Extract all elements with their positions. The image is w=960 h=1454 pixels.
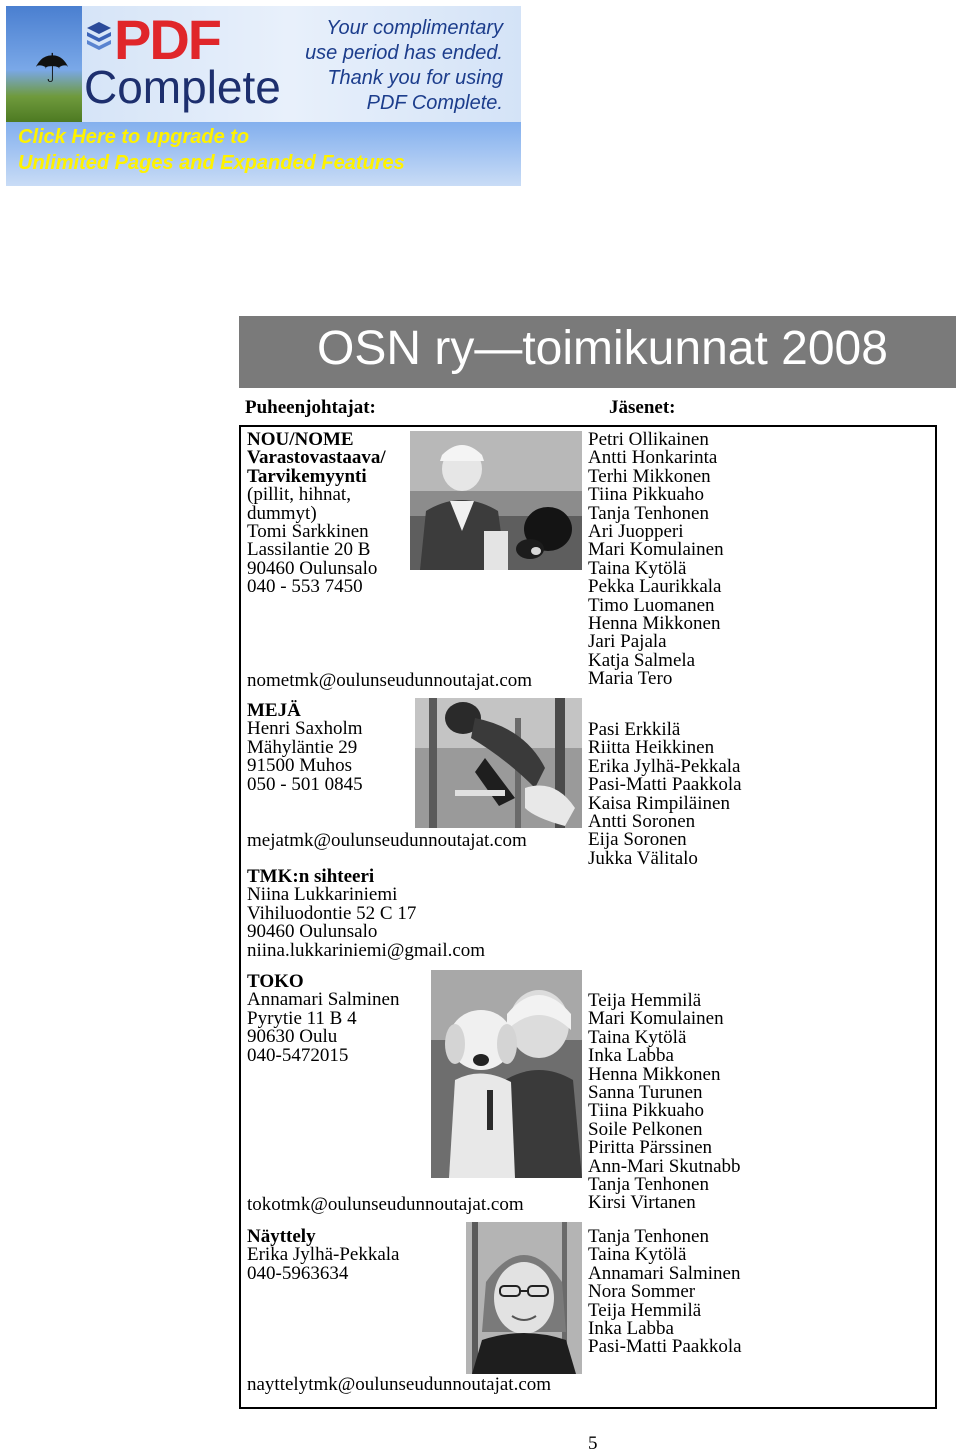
committee-meja-chair xyxy=(247,702,363,794)
photo-meja-chair xyxy=(415,698,582,828)
chair-name: Niina Lukkariniemi xyxy=(247,884,398,906)
page-title: OSN ry—toimikunnat 2008 xyxy=(317,322,888,375)
committee-email[interactable]: nometmk@oulunseudunnoutajat.com xyxy=(247,670,533,691)
member-name: Petri Ollikainen xyxy=(588,429,709,450)
chair-postcode: 90630 Oulu xyxy=(247,1026,338,1048)
member-name: Tanja Tenhonen xyxy=(588,502,709,524)
photo-nome-chair xyxy=(410,431,582,570)
upgrade-link-line[interactable]: Unlimited Pages and Expanded Features xyxy=(18,152,405,174)
member-name: Jukka Välitalo xyxy=(588,847,698,869)
member-name: Erika Jylhä-Pekkala xyxy=(588,755,741,777)
member-name: Ann-Mari Skutnabb xyxy=(588,1155,741,1177)
members-list xyxy=(588,431,724,688)
upgrade-banner[interactable] xyxy=(6,6,521,186)
member-name: Henna Mikkonen xyxy=(588,612,721,634)
chairs-heading: Puheenjohtajat: xyxy=(245,397,376,418)
chair-address: Lassilantie 20 B xyxy=(247,539,371,561)
banner-message-line: use period has ended. xyxy=(305,42,503,64)
members-heading: Jäsenet: xyxy=(609,397,676,418)
member-name: Tanja Tenhonen xyxy=(588,1173,709,1195)
member-name: Maria Tero xyxy=(588,668,673,690)
member-name: Pekka Laurikkala xyxy=(588,576,722,598)
banner-message-line: Your complimentary xyxy=(326,17,503,39)
member-name: Henna Mikkonen xyxy=(588,1063,721,1085)
photo-toko-chair xyxy=(431,970,582,1178)
member-name: Piritta Pärssinen xyxy=(588,1137,713,1159)
chair-phone: 040-5963634 xyxy=(247,1262,349,1284)
member-name: Nora Sommer xyxy=(588,1281,696,1303)
committee-title: Näyttely xyxy=(247,1226,316,1247)
member-name: Sanna Turunen xyxy=(588,1081,703,1103)
committee-title: TMK:n sihteeri xyxy=(247,866,375,887)
member-name: Kirsi Virtanen xyxy=(588,1192,696,1214)
chair-name: Henri Saxholm xyxy=(247,718,363,740)
committee-nome-chair xyxy=(247,431,386,597)
committee-email[interactable]: tokotmk@oulunseudunnoutajat.com xyxy=(247,1194,524,1215)
committee-line: (pillit, hihnat, xyxy=(247,484,351,506)
committee-show-chair xyxy=(247,1228,399,1283)
member-name: Jari Pajala xyxy=(588,631,667,653)
member-name: Eija Soronen xyxy=(588,829,687,851)
photo-show-chair xyxy=(466,1222,582,1374)
member-name: Teija Hemmilä xyxy=(588,990,702,1011)
member-name: Tiina Pikkuaho xyxy=(588,1100,704,1122)
chair-name: Erika Jylhä-Pekkala xyxy=(247,1244,400,1266)
committee-toko-chair xyxy=(247,973,400,1065)
member-name: Teija Hemmilä xyxy=(588,1299,702,1321)
member-name: Riitta Heikkinen xyxy=(588,737,715,759)
chair-email[interactable]: niina.lukkariniemi@gmail.com xyxy=(247,939,486,961)
banner-message-line: PDF Complete. xyxy=(366,92,503,114)
member-name: Inka Labba xyxy=(588,1045,674,1067)
member-name: Annamari Salminen xyxy=(588,1262,741,1284)
member-name: Terhi Mikkonen xyxy=(588,465,711,487)
member-name: Katja Salmela xyxy=(588,649,696,671)
chair-name: Tomi Sarkkinen xyxy=(247,520,369,542)
chair-name: Annamari Salminen xyxy=(247,989,400,1011)
committee-email[interactable]: mejatmk@oulunseudunnoutajat.com xyxy=(247,830,527,851)
members-list xyxy=(588,992,741,1213)
chair-postcode: 90460 Oulunsalo xyxy=(247,921,378,943)
member-name: Mari Komulainen xyxy=(588,539,724,561)
committee-title: NOU/NOME xyxy=(247,429,354,450)
banner-message xyxy=(283,16,503,116)
chair-address: Vihiluodontie 52 C 17 xyxy=(247,902,417,924)
committee-title: TOKO xyxy=(247,971,304,992)
member-name: Antti Honkarinta xyxy=(588,447,718,469)
committee-line: dummyt) xyxy=(247,502,317,524)
chair-address: Pyrytie 11 B 4 xyxy=(247,1007,357,1029)
member-name: Pasi-Matti Paakkola xyxy=(588,774,742,796)
page-number: 5 xyxy=(588,1433,598,1454)
member-name: Ari Juopperi xyxy=(588,520,684,542)
member-name: Kaisa Rimpiläinen xyxy=(588,792,730,814)
member-name: Antti Soronen xyxy=(588,810,696,832)
chair-phone: 040-5472015 xyxy=(247,1044,349,1066)
member-name: Tiina Pikkuaho xyxy=(588,484,704,506)
member-name: Taina Kytölä xyxy=(588,1026,687,1048)
chair-postcode: 90460 Oulunsalo xyxy=(247,557,378,579)
chair-phone: 040 - 553 7450 xyxy=(247,576,363,598)
member-name: Pasi Erkkilä xyxy=(588,719,681,740)
pdf-complete-logo-icon xyxy=(86,20,112,54)
member-name: Inka Labba xyxy=(588,1317,674,1339)
upgrade-link-line[interactable]: Click Here to upgrade to xyxy=(18,126,250,148)
member-name: Tanja Tenhonen xyxy=(588,1226,709,1247)
committee-title: Varastovastaava/ xyxy=(247,447,386,469)
member-name: Pasi-Matti Paakkola xyxy=(588,1336,742,1358)
banner-photo xyxy=(6,6,82,122)
committee-secretary xyxy=(247,868,485,960)
member-name: Taina Kytölä xyxy=(588,557,687,579)
members-list xyxy=(588,1228,742,1357)
logo-complete-text: Complete xyxy=(84,61,281,113)
logo-pdf-text: PDF xyxy=(114,8,220,71)
member-name: Soile Pelkonen xyxy=(588,1118,703,1140)
member-name: Taina Kytölä xyxy=(588,1244,687,1266)
committee-title: Tarvikemyynti xyxy=(247,465,367,487)
chair-phone: 050 - 501 0845 xyxy=(247,773,363,795)
member-name: Mari Komulainen xyxy=(588,1008,724,1030)
chair-address: Mähyläntie 29 xyxy=(247,736,358,758)
committee-title: MEJÄ xyxy=(247,700,301,721)
chair-postcode: 91500 Muhos xyxy=(247,755,353,777)
member-name: Timo Luomanen xyxy=(588,594,715,616)
committee-email[interactable]: nayttelytmk@oulunseudunnoutajat.com xyxy=(247,1374,552,1395)
umbrella-jumper-icon: ☂ xyxy=(34,46,70,92)
upgrade-link[interactable] xyxy=(18,124,405,176)
banner-message-line: Thank you for using xyxy=(327,67,503,89)
members-list xyxy=(588,721,742,868)
